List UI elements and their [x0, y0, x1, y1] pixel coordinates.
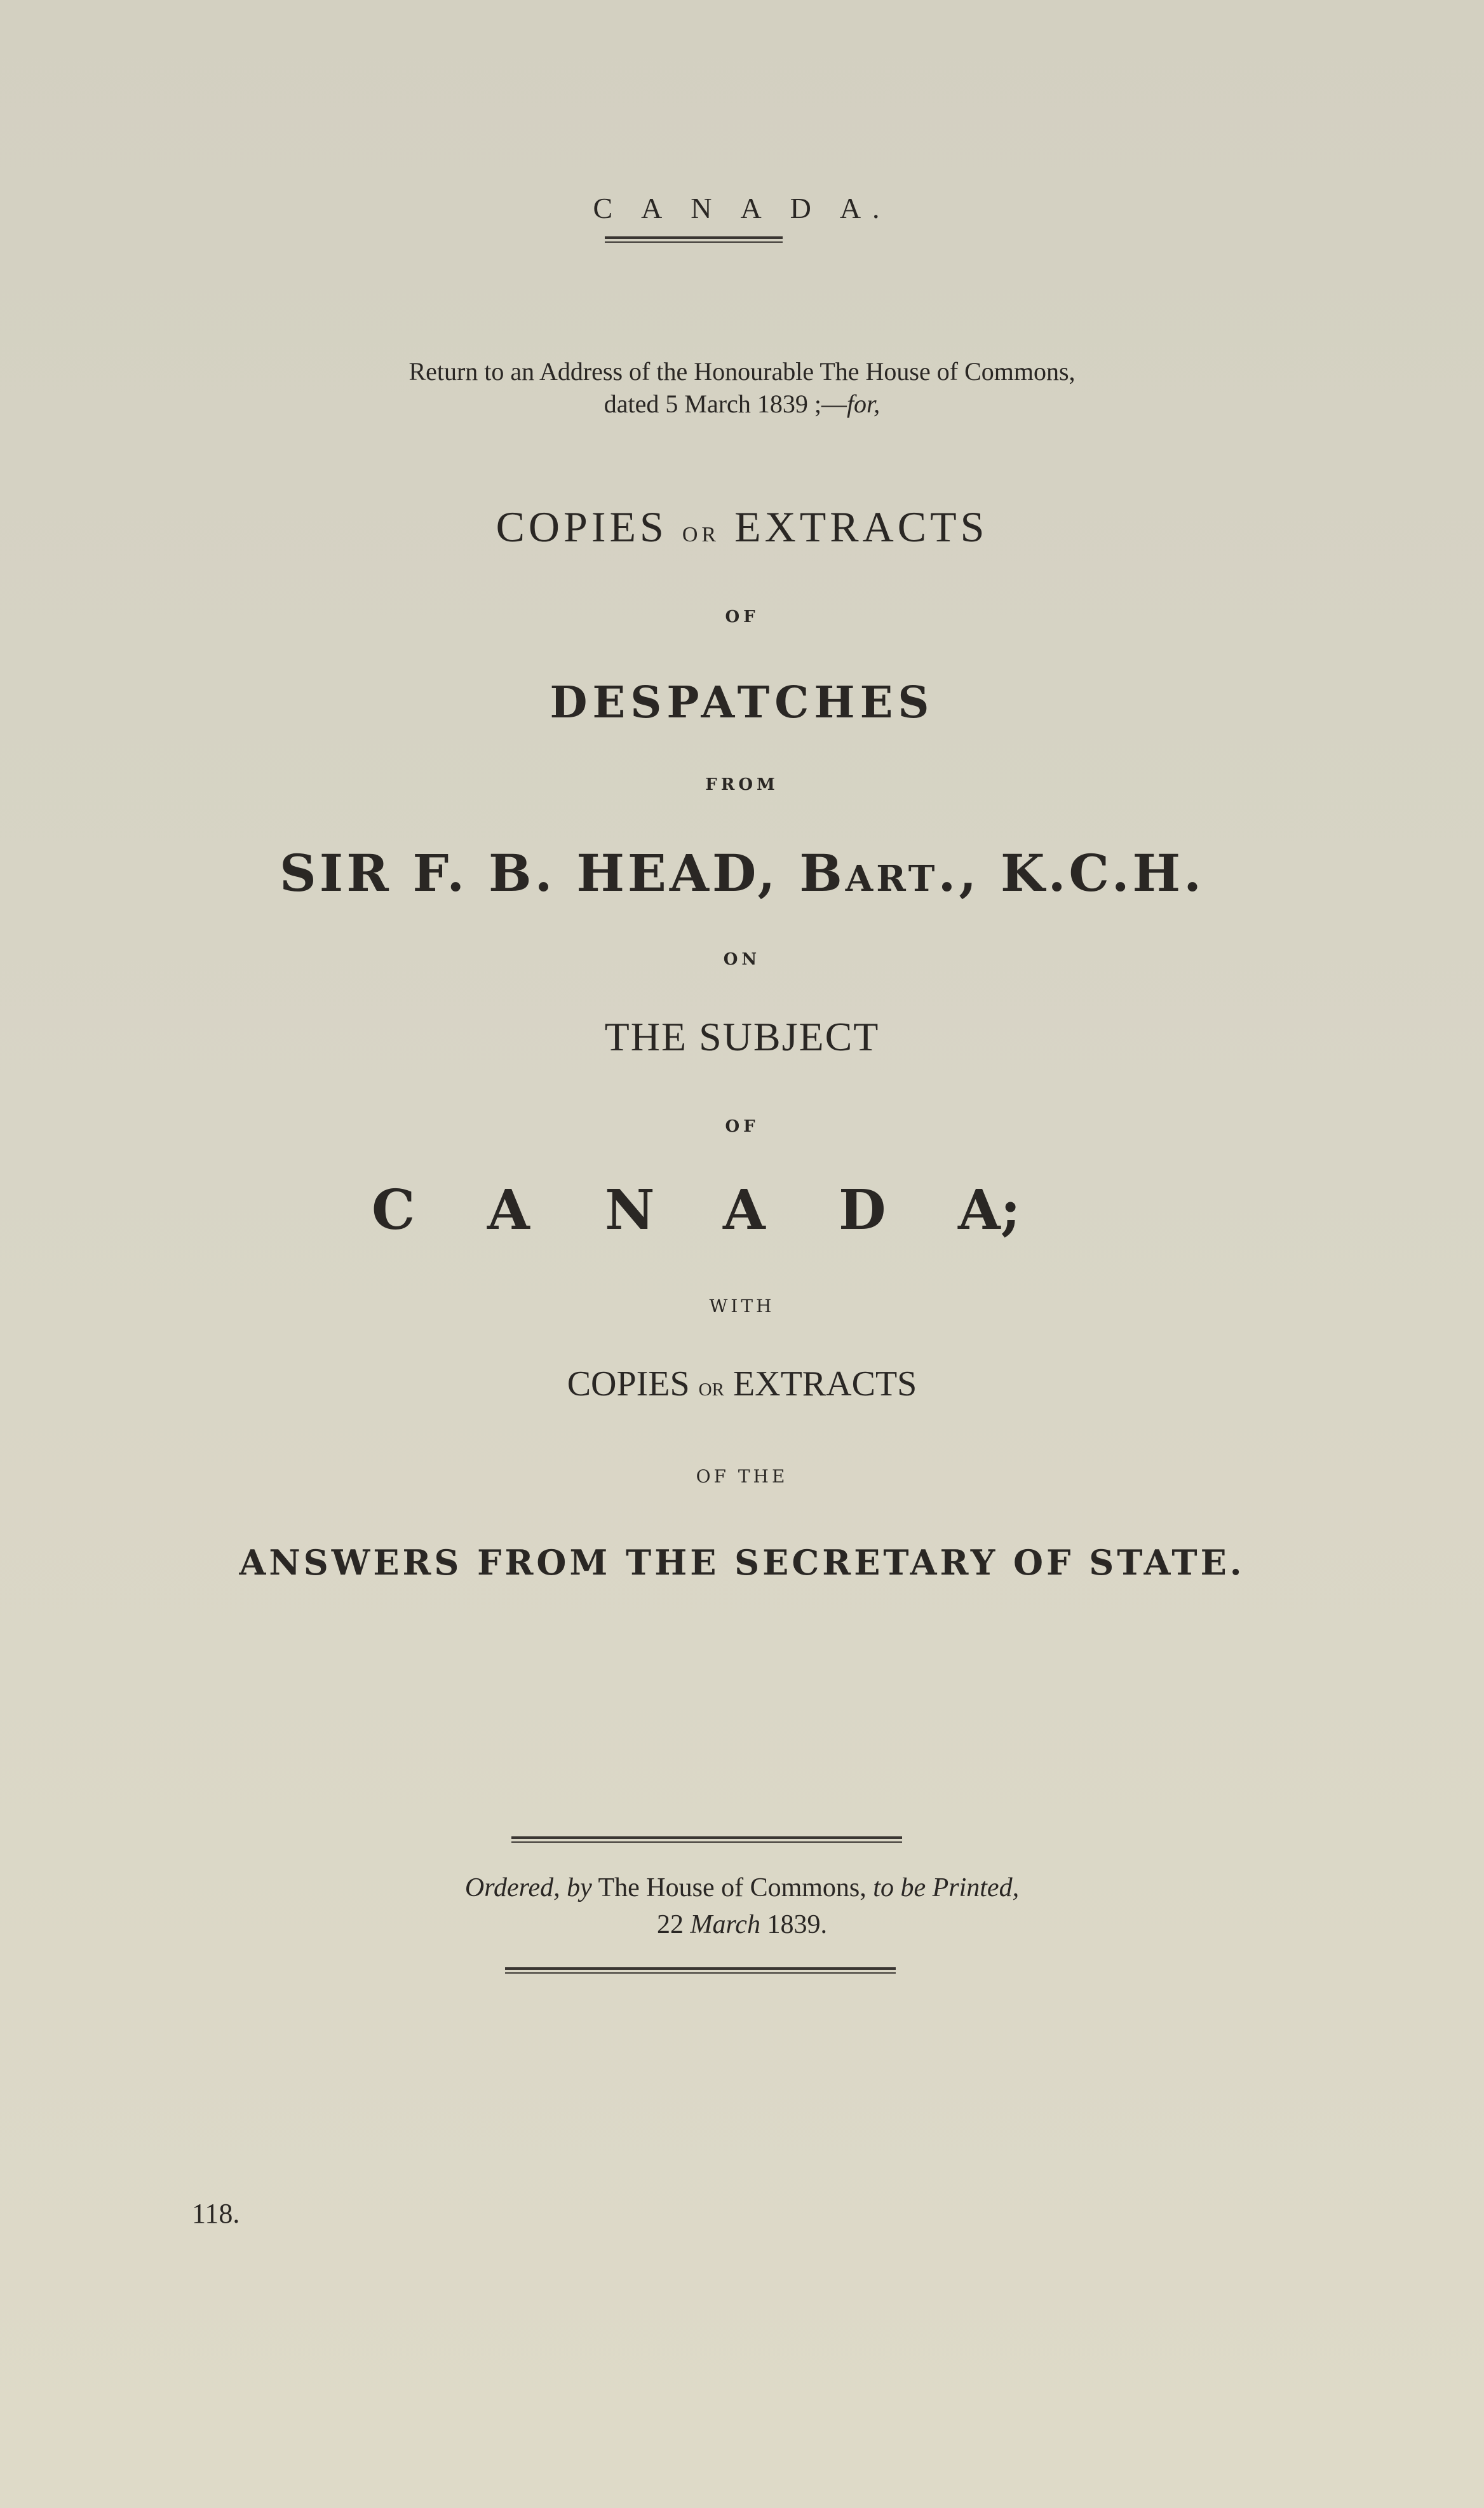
page-number-text: 118. [192, 2198, 240, 2229]
sir-head-bart: Bart., [799, 843, 980, 903]
extracts-word: EXTRACTS [734, 503, 988, 551]
date-month: March [690, 1910, 760, 1939]
canada-heading-text: C A N A D A. [593, 192, 891, 224]
on-label [0, 951, 1484, 968]
ordered-line-1 [0, 1874, 1484, 1901]
canada-letter-n: N [605, 1178, 655, 1242]
canada-letter-a1: A [487, 1178, 530, 1242]
date-year: 1839. [767, 1910, 827, 1939]
of-text-1: OF [725, 607, 759, 627]
from-text: FROM [705, 775, 779, 794]
canada-heading [0, 194, 1484, 223]
of-the-text: OF THE [696, 1466, 788, 1487]
canada-letter-d: D [839, 1178, 886, 1242]
on-text: ON [723, 950, 761, 969]
ordered-date-line [0, 1911, 1484, 1938]
address-line-1 [0, 359, 1484, 384]
or-word: or [682, 515, 720, 548]
canada-letter-a2: A [723, 1178, 766, 1242]
heading-underline [605, 236, 783, 243]
address-line-2 [0, 391, 1484, 417]
address-line-2-italic: for, [846, 390, 880, 418]
sir-head-title [0, 843, 1484, 903]
extracts-word-2: EXTRACTS [732, 1364, 917, 1404]
address-line-1-text: Return to an Address of the Honourable The House of Commons, [408, 357, 1076, 386]
ordered-top-rule [511, 1836, 902, 1843]
ordered-by-text: Ordered, by [464, 1873, 592, 1902]
canada-letter-c: C [372, 1178, 415, 1242]
with-label [0, 1298, 1484, 1315]
the-subject-text: THE SUBJECT [604, 1014, 880, 1059]
of-label-1 [0, 609, 1484, 625]
house-text: The House of Commons, [598, 1873, 867, 1902]
or-word-2: or [698, 1373, 724, 1402]
address-line-2-text: dated 5 March 1839 ;— [604, 390, 847, 418]
the-subject-title [0, 1014, 1484, 1059]
from-label [0, 776, 1484, 793]
canada-spaced-title [368, 1178, 1067, 1242]
date-day: 22 [657, 1910, 684, 1939]
to-be-printed-text: to be Printed, [873, 1873, 1020, 1902]
ordered-bottom-rule [505, 1967, 896, 1974]
despatches-text: DESPATCHES [550, 677, 934, 728]
canada-letter-a3: A; [958, 1178, 1021, 1242]
answers-text: ANSWERS FROM THE SECRETARY OF STATE. [239, 1542, 1245, 1583]
of-the-label [0, 1468, 1484, 1486]
with-text: WITH [709, 1296, 775, 1317]
copies-or-extracts-title [0, 503, 1484, 551]
page-number [192, 2200, 239, 2228]
of-label-2 [0, 1118, 1484, 1135]
copies-word-2: COPIES [567, 1364, 690, 1404]
sir-head-kch: K.C.H. [1001, 843, 1204, 903]
copies-or-extracts-subtitle [0, 1366, 1484, 1402]
answers-title [0, 1542, 1484, 1583]
copies-word: COPIES [496, 503, 668, 551]
despatches-title [0, 677, 1484, 728]
sir-head-main: SIR F. B. HEAD, [280, 843, 779, 903]
of-text-2: OF [725, 1117, 759, 1136]
